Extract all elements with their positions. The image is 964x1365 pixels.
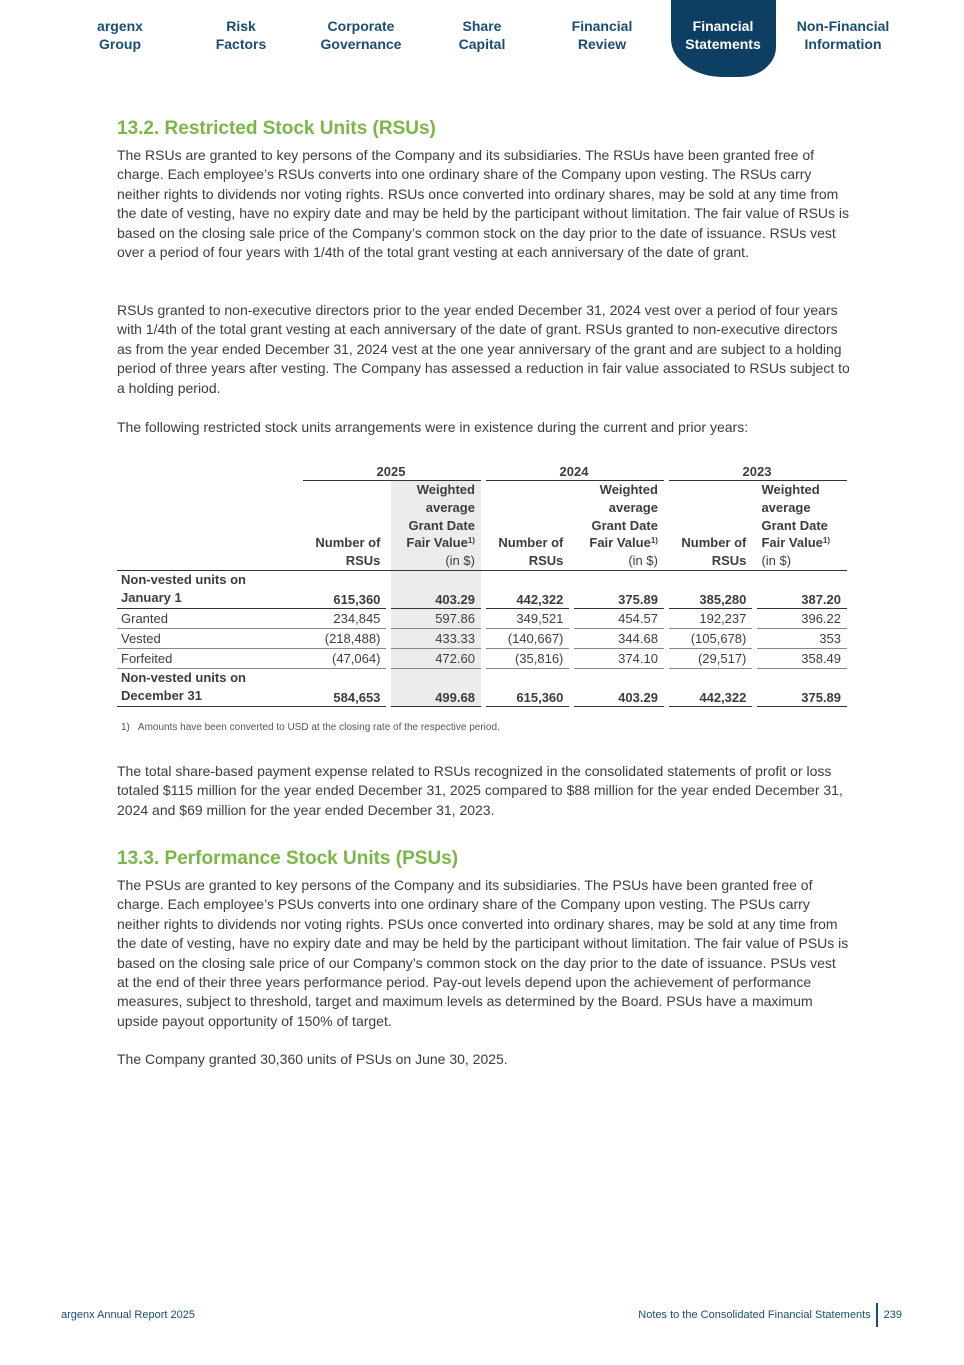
cell: 349,521 <box>486 608 569 628</box>
nav-label: Information <box>804 36 882 52</box>
nav-label: Share <box>462 18 502 34</box>
table-row <box>117 608 847 628</box>
nav-label: Governance <box>320 36 402 52</box>
table-row <box>117 648 847 668</box>
cell: 442,322 <box>669 668 752 706</box>
col-header-wavg: Weighted average Grant Date Fair Value$^{1)}$ (in $) <box>574 481 663 571</box>
nav-label: Financial <box>571 18 633 34</box>
row-label: Non-vested units on January 1 <box>117 570 303 608</box>
cell: (29,517) <box>669 648 752 668</box>
year-header: 2025 <box>303 462 481 481</box>
expense-paragraph: The total share-based payment expense related to RSUs recognized in the consolidated statements of profit or loss totaled $115 million for the year ended December 31, 2025 compared to $88 million for the year ended December 31, 2024 and $69 million for the year ended December 31, 2023. <box>117 763 843 818</box>
section-heading-psu: 13.3. Performance Stock Units (PSUs) <box>117 848 459 869</box>
cell: 597.86 <box>391 608 480 628</box>
top-navigation <box>60 0 903 80</box>
rsu-paragraph-3: The following restricted stock units arrangements were in existence during the current and prior years: <box>117 419 749 435</box>
nav-item-risk-factors[interactable] <box>181 17 301 53</box>
col-header-wavg: Weighted average Grant Date Fair Value$^{1)}$ (in $) <box>391 481 480 571</box>
cell: (105,678) <box>669 628 752 648</box>
footnote-text: Amounts have been converted to USD at the closing rate of the respective period. <box>137 722 500 733</box>
table-footnote <box>121 722 500 733</box>
cell: 584,653 <box>303 668 386 706</box>
nav-label: Non-Financial <box>796 18 890 34</box>
cell: (47,064) <box>303 648 386 668</box>
cell: 454.57 <box>574 608 663 628</box>
cell: 358.49 <box>757 648 847 668</box>
cell: (140,667) <box>486 628 569 648</box>
cell: 615,360 <box>303 570 386 608</box>
cell: 499.68 <box>391 668 480 706</box>
cell: 353 <box>757 628 847 648</box>
footer-divider <box>876 1303 878 1327</box>
cell: 374.10 <box>574 648 663 668</box>
cell: 396.22 <box>757 608 847 628</box>
cell: 442,322 <box>486 570 569 608</box>
table-row <box>117 628 847 648</box>
row-label: Granted <box>117 608 303 628</box>
nav-label: Capital <box>458 36 506 52</box>
nav-label: Group <box>99 36 141 52</box>
nav-item-corporate-governance[interactable] <box>301 17 421 53</box>
nav-item-non-financial-information[interactable] <box>783 17 903 53</box>
footer-report-title: argenx Annual Report 2025 <box>61 1309 195 1321</box>
psu-paragraph-1: The PSUs are granted to key persons of the Company and its subsidiaries. The PSUs have been granted free of charge. Each employee’s PSUs converts into one ordinary share of the Company upon vesting. The PSUs carry neither rights to dividends nor voting rights. PSUs once converted into ordinary shares, may be sold at any time from the date of vesting, have no expiry date and may be held by the participant without limitation. The fair value of PSUs is based on the closing sale price of our Company’s common stock on the day prior to the date of issuance. PSUs vest at the end of their three years performance period. Pay-out levels depend upon the achievement of performance measures, subject to threshold, target and maximum levels as determined by the Board. PSUs have a maximum upside payout opportunity of 150% of target. <box>117 877 849 1029</box>
col-header-number: Number of RSUs <box>303 481 386 571</box>
nav-item-financial-review[interactable] <box>542 17 662 53</box>
column-header-row <box>117 481 847 571</box>
psu-paragraph-2: The Company granted 30,360 units of PSUs on June 30, 2025. <box>117 1051 508 1067</box>
year-header-row <box>117 462 847 481</box>
cell: 385,280 <box>669 570 752 608</box>
col-header-number: Number of RSUs <box>669 481 752 571</box>
section-heading-rsu: 13.2. Restricted Stock Units (RSUs) <box>117 118 436 139</box>
page-number: 239 <box>883 1309 902 1321</box>
cell: 472.60 <box>391 648 480 668</box>
cell: 344.68 <box>574 628 663 648</box>
cell: 615,360 <box>486 668 569 706</box>
col-header-wavg: Weighted average Grant Date Fair Value$^{1)}$ (in $) <box>757 481 847 571</box>
nav-label: argenx <box>97 18 143 34</box>
year-header: 2023 <box>669 462 847 481</box>
cell: (218,488) <box>303 628 386 648</box>
cell: 375.89 <box>757 668 847 706</box>
cell: 387.20 <box>757 570 847 608</box>
cell: (35,816) <box>486 648 569 668</box>
cell: 234,845 <box>303 608 386 628</box>
row-label: Vested <box>117 628 303 648</box>
footnote-number: 1) <box>121 722 130 733</box>
table-row <box>117 668 847 706</box>
rsu-paragraph-1: The RSUs are granted to key persons of the Company and its subsidiaries. The RSUs have been granted free of charge. Each employee’s RSUs converts into one ordinary share of the Company upon vesting. The RSUs carry neither rights to dividends nor voting rights. RSUs once converted into ordinary shares, may be sold at any time from the date of vesting, have no expiry date and may be held by the participant without limitation. The fair value of RSUs is based on the closing sale price of the Company’s common stock on the day prior to the date of issuance. RSUs vest over a period of four years with 1/4th of the total grant vesting at each anniversary of the date of grant. <box>117 147 850 261</box>
footer-section-title[interactable]: Notes to the Consolidated Financial Statements <box>638 1309 871 1321</box>
nav-label: Statements <box>685 36 761 52</box>
nav-item-share-capital[interactable] <box>422 17 542 53</box>
nav-item-financial-statements[interactable] <box>663 17 783 53</box>
row-label: Non-vested units on December 31 <box>117 668 303 706</box>
col-header-number: Number of RSUs <box>486 481 569 571</box>
footer-section <box>638 1302 902 1328</box>
nav-label: Corporate <box>327 18 395 34</box>
rsu-paragraph-2: RSUs granted to non-executive directors prior to the year ended December 31, 2024 vest over a period of four years with 1/4th of the total grant vesting at each anniversary of the date of grant. RSUs granted to non-executive directors as from the year ended December 31, 2024 vest at the one year anniversary of the grant and are subject to a holding period of three years after vesting. The Company has assessed a reduction in fair value associated to RSUs subject to a holding period. <box>117 302 850 396</box>
nav-label: Factors <box>215 36 267 52</box>
cell: 403.29 <box>391 570 480 608</box>
cell: 375.89 <box>574 570 663 608</box>
nav-item-argenx-group[interactable] <box>60 17 180 53</box>
nav-label: Risk <box>226 18 256 34</box>
cell: 433.33 <box>391 628 480 648</box>
nav-label: Review <box>577 36 627 52</box>
table-row <box>117 570 847 608</box>
year-header: 2024 <box>486 462 664 481</box>
cell: 192,237 <box>669 608 752 628</box>
cell: 403.29 <box>574 668 663 706</box>
nav-label: Financial <box>692 18 754 34</box>
rsu-table <box>117 462 847 707</box>
row-label: Forfeited <box>117 648 303 668</box>
